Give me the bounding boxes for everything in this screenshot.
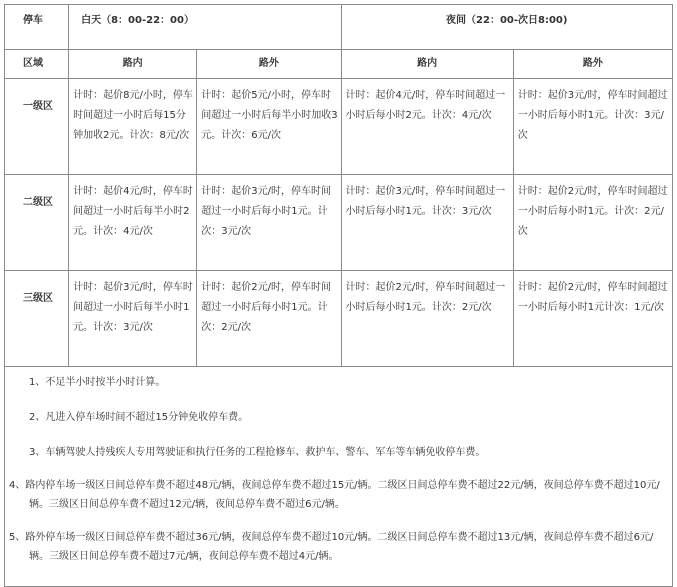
note-item: 1、不足半小时按半小时计算。 [29,377,166,388]
zone-label: 三级区 [5,271,69,367]
rate-cell: 计时：起价3元/时，停车时间超过一小时后每小时1元。计次：3元/次 [513,79,672,175]
note-item: 3、车辆驾驶人持残疾人专用驾驶证和执行任务的工程抢修车、救护车、警车、军车等车辆免收停车费。 [29,447,486,458]
table-row [5,175,673,271]
table-subheader-row [5,50,673,79]
header-night-on-street: 路内 [341,50,513,79]
notes-row [5,367,673,587]
header-day: 白天（8：00-22：00） [69,5,341,50]
table-row [5,79,673,175]
rate-cell: 计时：起价3元/时，停车时间超过一小时后每小时1元。计次：3元/次 [197,175,341,271]
rate-cell: 计时：起价5元/小时，停车时间超过一小时后每半小时加收3元。计次：6元/次 [197,79,341,175]
zone-label: 一级区 [5,79,69,175]
table-header-row [5,5,673,50]
header-night: 夜间（22：00-次日8:00) [341,5,673,50]
header-parking: 停车 [5,5,69,50]
notes-cell [5,367,673,587]
rate-cell: 计时：起价4元/时，停车时间超过一小时后每小时2元。计次：4元/次 [341,79,513,175]
rate-cell: 计时：起价2元/时，停车时间超过一小时后每小时1元计次：1元/次 [513,271,672,367]
table-row [5,271,673,367]
header-night-off-street: 路外 [513,50,672,79]
note-item: 4、路内停车场一级区日间总停车费不超过48元/辆，夜间总停车费不超过15元/辆。二级区日间总停车费不超过22元/辆，夜间总停车费不超过10元/辆。三级区日间总停车费不超过12元/辆，夜间总停车费不超过6元/辆。 [9,480,660,510]
rate-cell: 计时：起价4元/时，停车时间超过一小时后每半小时2元。计次：4元/次 [69,175,197,271]
parking-fee-table [4,4,673,587]
rate-cell: 计时：起价3元/时，停车时间超过一小时后每半小时1元。计次：3元/次 [69,271,197,367]
zone-label: 二级区 [5,175,69,271]
note-item: 2、凡进入停车场时间不超过15分钟免收停车费。 [29,412,249,423]
rate-cell: 计时：起价2元/时，停车时间超过一小时后每小时1元。计次：2元/次 [341,271,513,367]
rate-cell: 计时：起价3元/时，停车时间超过一小时后每小时1元。计次：3元/次 [341,175,513,271]
header-day-on-street: 路内 [69,50,197,79]
rate-cell: 计时：起价8元/小时，停车时间超过一小时后每15分钟加收2元。计次：8元/次 [69,79,197,175]
header-zone: 区域 [5,50,69,79]
header-day-off-street: 路外 [197,50,341,79]
rate-cell: 计时：起价2元/时，停车时间超过一小时后每小时1元。计次：2元/次 [513,175,672,271]
rate-cell: 计时：起价2元/时，停车时间超过一小时后每小时1元。计次：2元/次 [197,271,341,367]
note-item: 5、路外停车场一级区日间总停车费不超过36元/辆，夜间总停车费不超过10元/辆。二级区日间总停车费不超过13元/辆，夜间总停车费不超过6元/辆。三级区日间总停车费不超过7元/辆，夜间总停车费不超过4元/辆。 [9,532,654,562]
